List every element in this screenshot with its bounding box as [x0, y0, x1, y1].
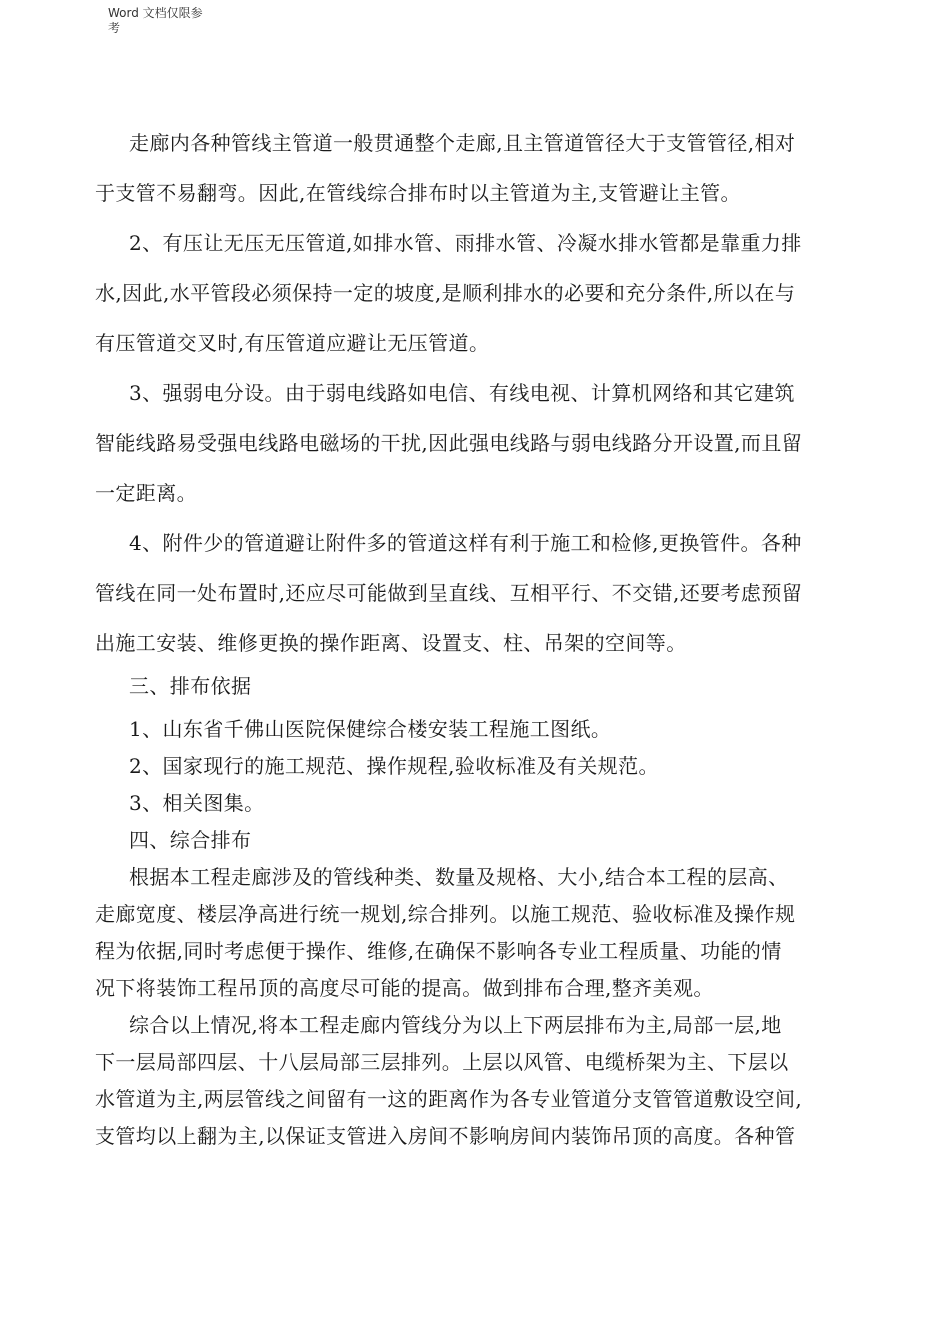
text-line: 走廊内各种管线主管道一般贯通整个走廊,且主管道管径大于支管管径,相对	[129, 131, 796, 155]
paragraph-layout-basis	[95, 859, 885, 1007]
paragraph-fittings-rule	[95, 518, 885, 668]
list-item: 2、国家现行的施工规范、操作规程,验收标准及有关规范。	[129, 754, 659, 778]
text-line: 况下将装饰工程吊顶的高度尽可能的提高。做到排布合理,整齐美观。	[95, 976, 714, 1000]
page-header	[108, 6, 228, 36]
text-line: 2、有压让无压无压管道,如排水管、雨排水管、冷凝水排水管都是靠重力排	[129, 231, 802, 255]
paragraph-main-pipe-priority	[95, 118, 885, 218]
header-line-1: Word 文档仅限参	[108, 6, 203, 20]
text-line: 程为依据,同时考虑便于操作、维修,在确保不影响各专业工程质量、功能的情	[95, 939, 782, 963]
text-line: 下一层局部四层、十八层局部三层排列。上层以风管、电缆桥架为主、下层以	[95, 1050, 789, 1074]
text-line: 3、强弱电分设。由于弱电线路如电信、有线电视、计算机网络和其它建筑	[129, 381, 795, 405]
text-line: 一定距离。	[95, 481, 197, 505]
text-line: 综合以上情况,将本工程走廊内管线分为以上下两层排布为主,局部一层,地	[129, 1013, 782, 1037]
paragraph-layout-summary	[95, 1007, 885, 1155]
header-line-2: 考	[108, 21, 121, 35]
section-heading-layout: 四、综合排布	[129, 828, 252, 852]
document-body	[95, 118, 885, 1155]
list-item: 3、相关图集。	[129, 791, 265, 815]
text-line: 管线在同一处布置时,还应尽可能做到呈直线、互相平行、不交错,还要考虑预留	[95, 581, 803, 605]
text-line: 水,因此,水平管段必须保持一定的坡度,是顺利排水的必要和充分条件,所以在与	[95, 281, 796, 305]
text-line: 于支管不易翻弯。因此,在管线综合排布时以主管道为主,支管避让主管。	[95, 181, 741, 205]
text-line: 智能线路易受强电线路电磁场的干扰,因此强电线路与弱电线路分开设置,而且留	[95, 431, 803, 455]
text-line: 根据本工程走廊涉及的管线种类、数量及规格、大小,结合本工程的层高、	[129, 865, 789, 889]
text-line: 支管均以上翻为主,以保证支管进入房间不影响房间内装饰吊顶的高度。各种管	[95, 1124, 796, 1148]
text-line: 4、附件少的管道避让附件多的管道这样有利于施工和检修,更换管件。各种	[129, 531, 802, 555]
section-heading-basis: 三、排布依据	[129, 674, 252, 698]
text-line: 走廊宽度、楼层净高进行统一规划,综合排列。以施工规范、验收标准及操作规	[95, 902, 796, 926]
list-item: 1、山东省千佛山医院保健综合楼安装工程施工图纸。	[129, 717, 612, 741]
text-line: 水管道为主,两层管线之间留有一这的距离作为各专业管道分支管管道敷设空间,	[95, 1087, 803, 1111]
paragraph-pressure-rule	[95, 218, 885, 368]
paragraph-power-separation	[95, 368, 885, 518]
text-line: 出施工安装、维修更换的操作距离、设置支、柱、吊架的空间等。	[95, 631, 687, 655]
text-line: 有压管道交叉时,有压管道应避让无压管道。	[95, 331, 490, 355]
